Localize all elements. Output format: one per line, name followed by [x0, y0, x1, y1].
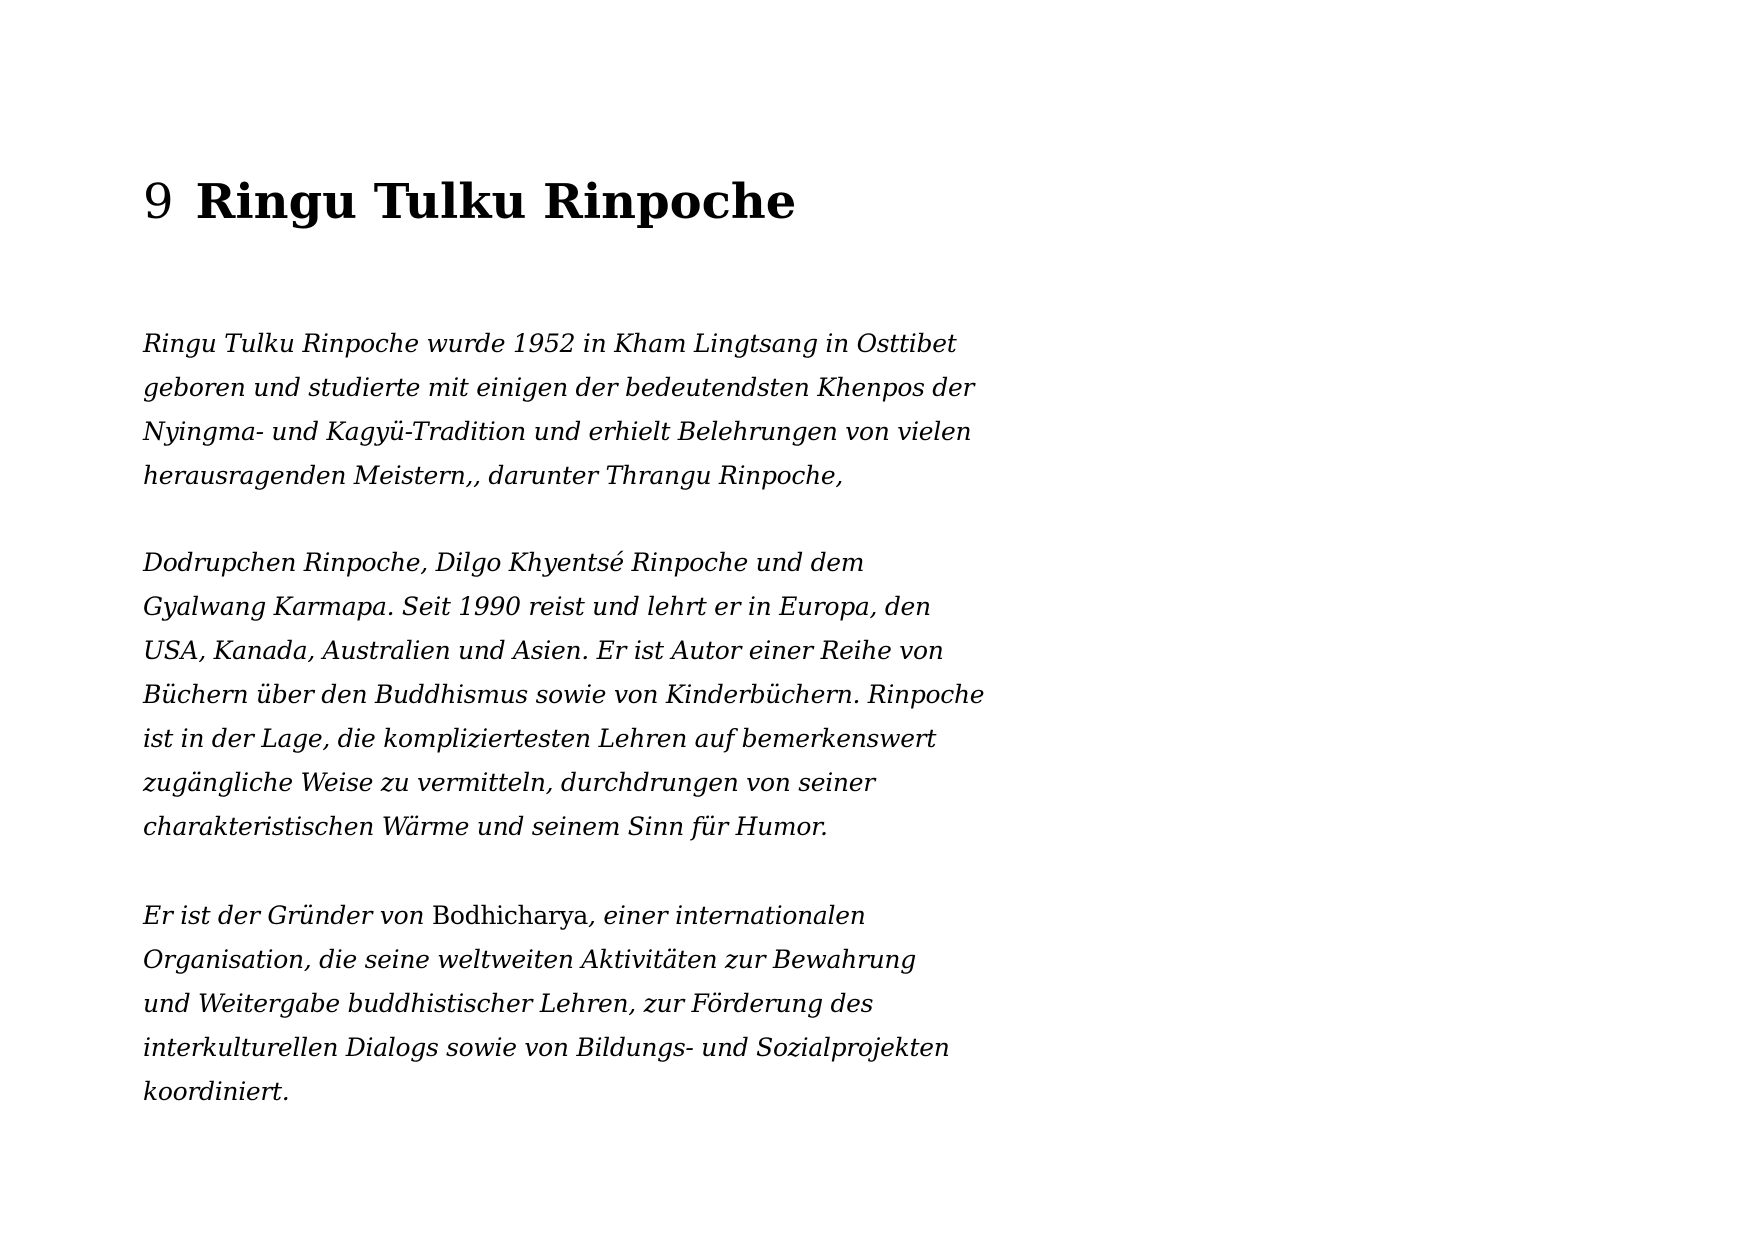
text-line: Gyalwang Karmapa. Seit 1990 reist und lehrt er in Europa, den — [143, 592, 931, 621]
chapter-title: Ringu Tulku Rinpoche — [195, 174, 797, 230]
paragraph-biography-teaching — [143, 541, 985, 849]
text-line: und Weitergabe buddhistischer Lehren, zur Förderung des — [143, 989, 874, 1018]
text-fragment: Er ist der Gründer von — [143, 901, 432, 930]
text-line — [143, 894, 963, 938]
text-line: zugängliche Weise zu vermitteln, durchdrungen von seiner — [143, 768, 875, 797]
text-line: USA, Kanada, Australien und Asien. Er ist Autor einer Reihe von — [143, 636, 944, 665]
chapter-number: 9 — [143, 174, 174, 230]
text-line: herausragenden Meistern,, darunter Thrangu Rinpoche, — [143, 461, 844, 490]
text-line: Nyingma- und Kagyü-Tradition und erhielt Belehrungen von vielen — [143, 417, 972, 446]
organization-name: Bodhicharya — [431, 901, 589, 930]
text-line: ist in der Lage, die kompliziertesten Lehren auf bemerkenswert — [143, 724, 937, 753]
text-fragment: , einer internationalen — [588, 901, 866, 930]
text-line: Ringu Tulku Rinpoche wurde 1952 in Kham Lingtsang in Osttibet — [143, 329, 957, 358]
paragraph-bodhicharya — [143, 894, 963, 1114]
text-line: charakteristischen Wärme und seinem Sinn für Humor. — [143, 812, 828, 841]
text-line: Organisation, die seine weltweiten Aktivitäten zur Bewahrung — [143, 945, 916, 974]
text-line: Dodrupchen Rinpoche, Dilgo Khyentsé Rinpoche und dem — [143, 548, 865, 577]
text-line: geboren und studierte mit einigen der bedeutendsten Khenpos der — [143, 373, 975, 402]
text-line: Büchern über den Buddhismus sowie von Kinderbüchern. Rinpoche — [143, 680, 985, 709]
paragraph-biography-early-life — [143, 322, 975, 498]
chapter-heading — [143, 172, 796, 232]
text-line: koordiniert. — [143, 1077, 290, 1106]
text-line: interkulturellen Dialogs sowie von Bildungs- und Sozialprojekten — [143, 1033, 950, 1062]
